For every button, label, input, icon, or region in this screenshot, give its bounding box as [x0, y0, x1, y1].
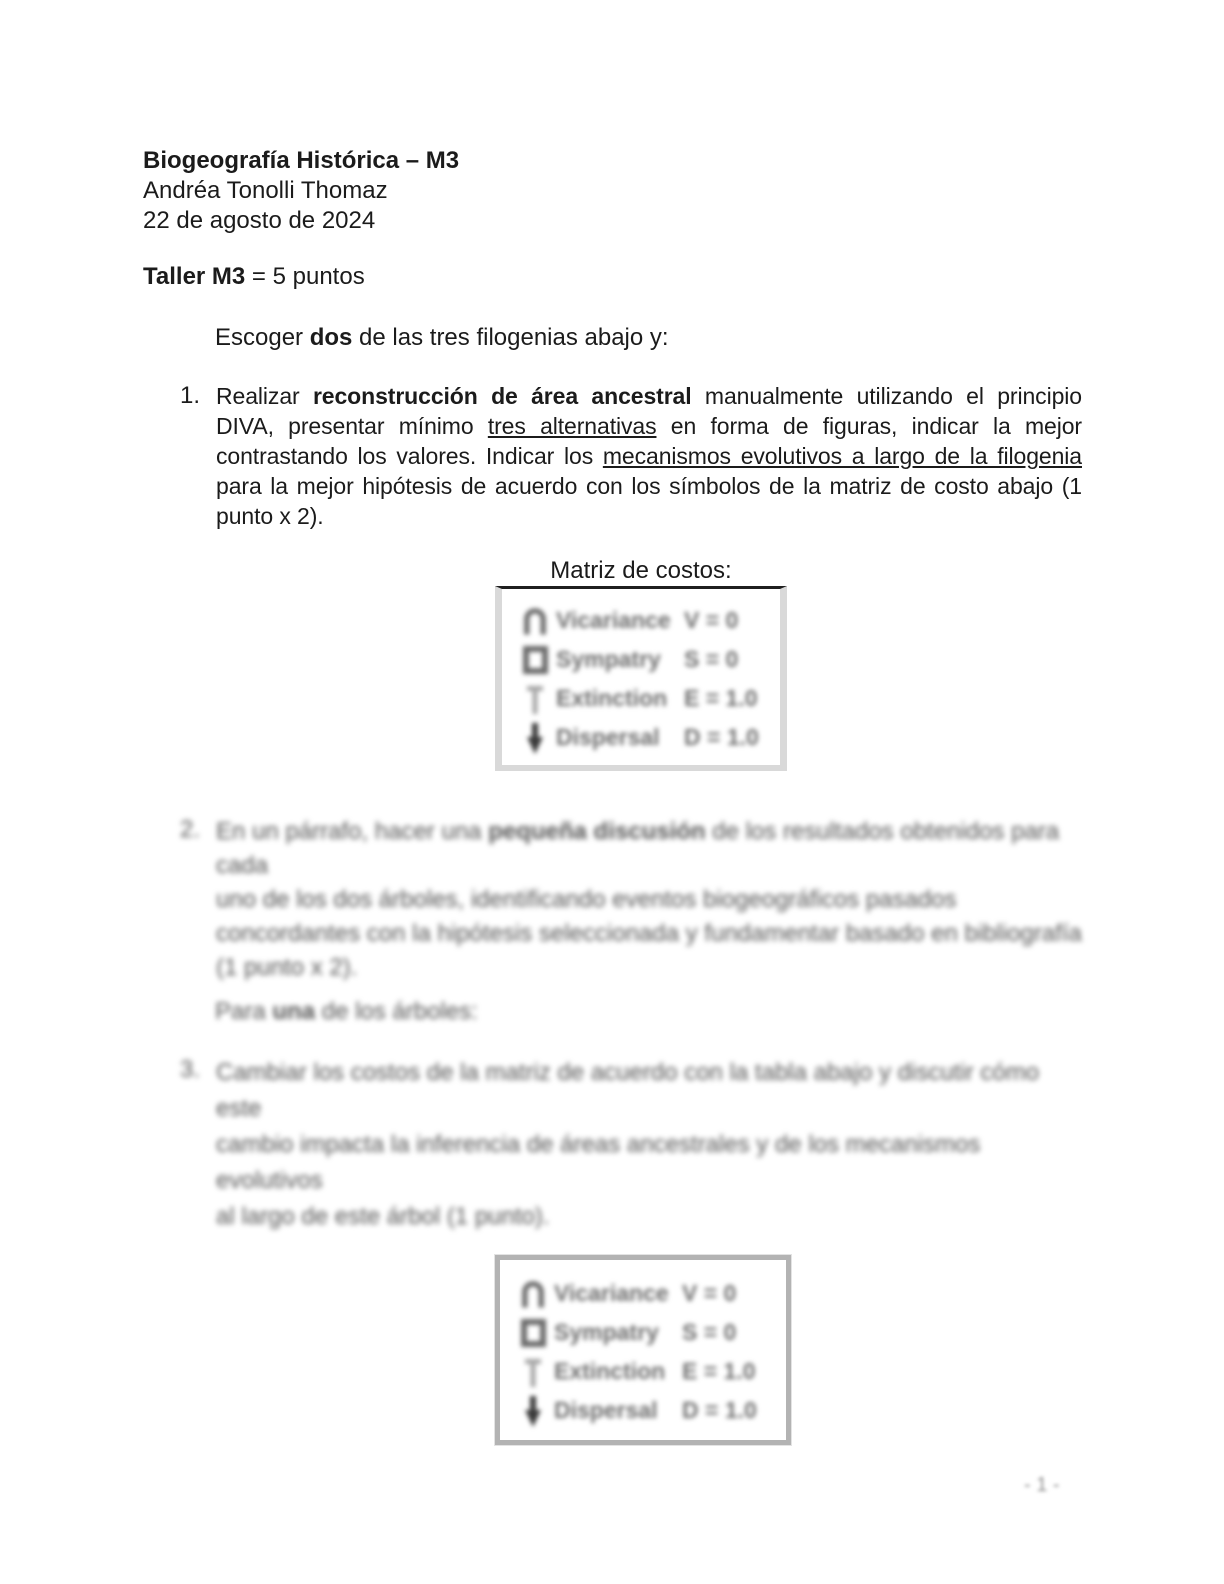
dispersal-arrow-icon: [514, 721, 556, 755]
matrix-row-vicariance: Vicariance V = 0: [512, 1274, 786, 1313]
list-item-1-body: [216, 381, 1082, 531]
item1-line3: contrastando los valores. Indicar los mecanismos evolutivos a largo de la filogenia: [216, 443, 1082, 469]
matrix-row-sympatry: Sympatry S = 0: [512, 1313, 786, 1352]
list-item-1-number: 1.: [180, 382, 201, 409]
matrix-row-sympatry: Sympatry S = 0: [514, 640, 780, 679]
cost-matrix-box-1: [495, 586, 787, 771]
intro-post: de las tres filogenias abajo y:: [352, 324, 669, 351]
interlude-line: Para una de los árboles:: [215, 998, 478, 1025]
list-item-2: [143, 815, 1082, 985]
sympatry-square-icon: [512, 1318, 554, 1348]
document-header: [143, 146, 1082, 236]
item1-line1: Realizar reconstrucción de área ancestral manualmente utilizando el principio: [216, 383, 1082, 409]
list-item-3-body: Cambiar los costos de la matriz de acuerdo con la tabla abajo y discutir cómo este cambio impacta la inferencia de áreas ancestrales y de los mecanismos evolutivos al largo de este árbol (1 punto).: [216, 1059, 1040, 1230]
list-item-2-body: En un párrafo, hacer una pequeña discusión de los resultados obtenidos para cada uno de los dos árboles, identificando eventos biogeográficos pasados concordantes con la hipótesis seleccionada y fundamentar basado en bibliografía (1 punto x 2).: [216, 818, 1082, 981]
intro-line: [143, 323, 1082, 353]
page-number: - 1 -: [1024, 1474, 1060, 1496]
intro-pre: Escoger: [215, 324, 310, 351]
cost-matrix-title: Matriz de costos:: [550, 557, 732, 584]
matrix-row-dispersal: Dispersal D = 1.0: [512, 1391, 786, 1430]
dispersal-arrow-icon: [512, 1394, 554, 1428]
sympatry-square-icon: [514, 645, 556, 675]
extinction-dagger-icon: [512, 1356, 554, 1388]
intro-bold: dos: [309, 324, 353, 351]
vicariance-arc-icon: [514, 605, 556, 637]
matrix-row-extinction: Extinction E = 1.0: [514, 679, 780, 718]
list-item-1: [143, 381, 1082, 531]
date-line: 22 de agosto de 2024: [143, 207, 376, 234]
author-line: Andréa Tonolli Thomaz: [143, 177, 388, 204]
item1-line2: DIVA, presentar mínimo tres alternativas en forma de figuras, indicar la mejor: [216, 413, 1082, 439]
cost-matrix-box-2: [495, 1255, 791, 1445]
page-title: Biogeografía Histórica – M3: [143, 147, 460, 174]
matrix-row-vicariance: Vicariance V = 0: [514, 601, 780, 640]
item1-line4: para la mejor hipótesis de acuerdo con los símbolos de la matriz de costo abajo (1: [216, 473, 1082, 499]
matrix-row-dispersal: Dispersal D = 1.0: [514, 718, 780, 757]
extinction-dagger-icon: [514, 683, 556, 715]
assignment-heading: [143, 262, 1082, 292]
assignment-points: = 5 puntos: [245, 263, 365, 290]
list-item-2-number: 2.: [180, 816, 201, 843]
list-item-3: [143, 1055, 1082, 1235]
list-item-3-number: 3.: [180, 1056, 201, 1083]
matrix-row-extinction: Extinction E = 1.0: [512, 1352, 786, 1391]
item1-line5: punto x 2).: [216, 503, 324, 529]
assignment-label: Taller M3: [143, 263, 246, 290]
vicariance-arc-icon: [512, 1278, 554, 1310]
